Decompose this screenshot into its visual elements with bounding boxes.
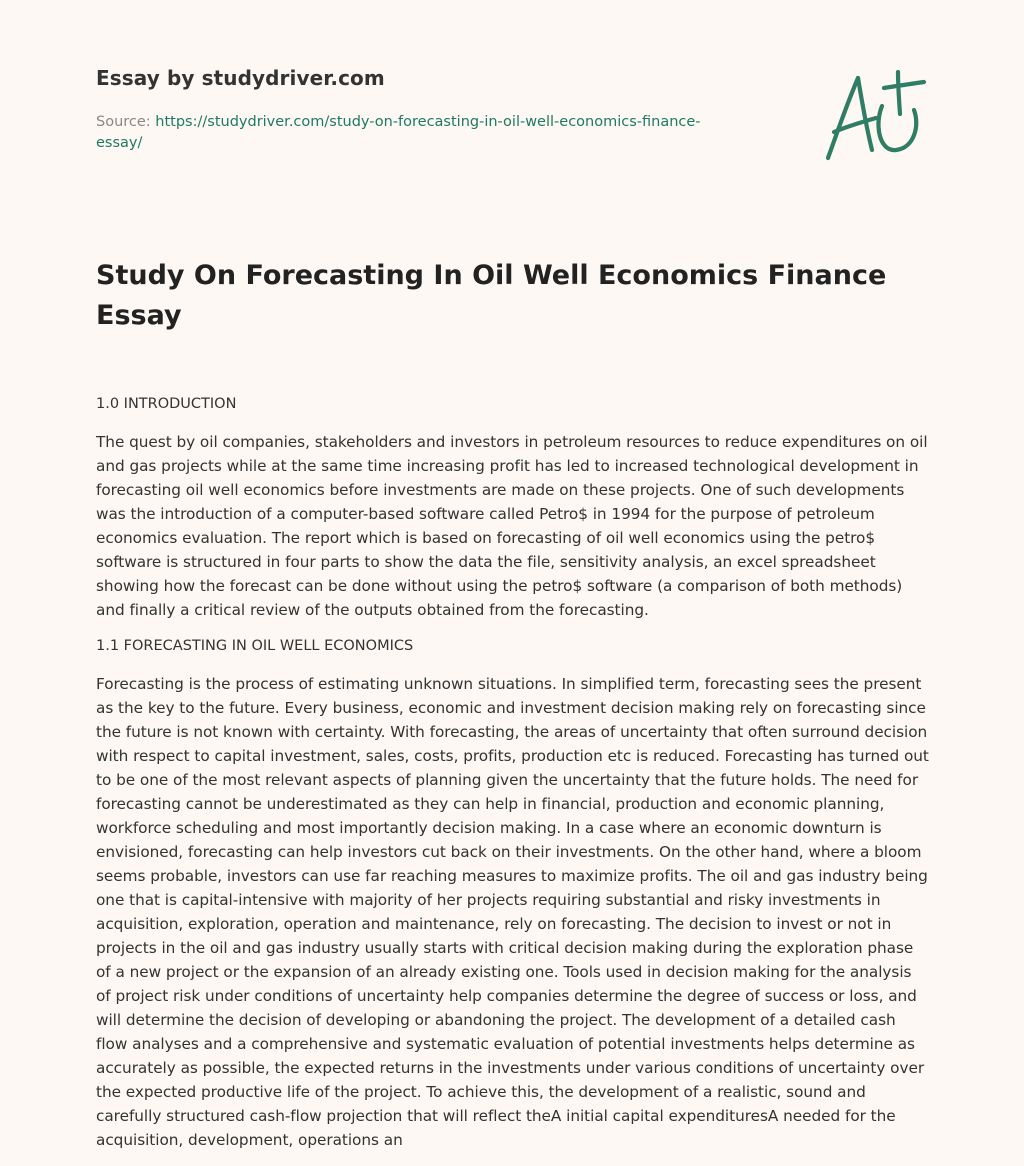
section-heading-introduction: 1.0 INTRODUCTION xyxy=(96,396,237,412)
essay-content xyxy=(96,394,930,1166)
a-plus-grade-icon xyxy=(822,66,928,166)
a-plus-logo-graphic xyxy=(822,66,928,166)
section-paragraph-forecasting: Forecasting is the process of estimating unknown situations. In simplified term, forecasting sees the present as the key to the future. Every business, economic and investment decision making rely on forecasting since the future is not known with certainty. With forecasting, the areas of uncertainty that often surround decision with respect to capital investment, sales, costs, profits, production etc is reduced. Forecasting has turned out to be one of the most relevant aspects of planning given the uncertainty that the future holds. The need for forecasting cannot be underestimated as they can help in financial, production and economic planning, workforce scheduling and most importantly decision making. In a case where an economic downturn is envisioned, forecasting can help investors cut back on their investments. On the other hand, where a bloom seems probable, investors can use far reaching measures to maximize profits. The oil and gas industry being one that is capital-intensive with majority of her projects requiring substantial and risky investments in acquisition, exploration, operation and maintenance, rely on forecasting. The decision to invest or not in projects in the oil and gas industry usually starts with critical decision making during the exploration phase of a new project or the expansion of an already existing one. Tools used in decision making for the analysis of project risk under conditions of uncertainty help companies determine the degree of success or loss, and will determine the decision of developing or abandoning the project. The development of a detailed cash flow analyses and a comprehensive and systematic evaluation of potential investments helps determine as accurately as possible, the expected returns in the investments under various conditions of uncertainty over the expected productive life of the project. To achieve this, the development of a realistic, sound and carefully structured cash-flow projection that will reflect theA initial capital expendituresA needed for the acquisition, development, operations an xyxy=(96,675,929,1149)
site-brand: Essay by studydriver.com xyxy=(96,66,385,90)
source-label: Source: xyxy=(96,114,151,130)
source-line xyxy=(96,112,736,154)
essay-title: Study On Forecasting In Oil Well Economics Finance Essay xyxy=(96,260,887,331)
source-link[interactable]: https://studydriver.com/study-on-forecasting-in-oil-well-economics-finance-essay/ xyxy=(96,114,701,151)
section-paragraph-introduction: The quest by oil companies, stakeholders and investors in petroleum resources to reduce expenditures on oil and gas projects while at the same time increasing profit has led to increased technological development in forecasting oil well economics before investments are made on these projects. One of such developments was the introduction of a computer-based software called Petro$ in 1994 for the purpose of petroleum economics evaluation. The report which is based on forecasting of oil well economics using the petro$ software is structured in four parts to show the data the file, sensitivity analysis, an excel spreadsheet showing how the forecast can be done without using the petro$ software (a comparison of both methods) and finally a critical review of the outputs obtained from the forecasting. xyxy=(96,433,928,619)
section-heading-forecasting: 1.1 FORECASTING IN OIL WELL ECONOMICS xyxy=(96,638,414,654)
